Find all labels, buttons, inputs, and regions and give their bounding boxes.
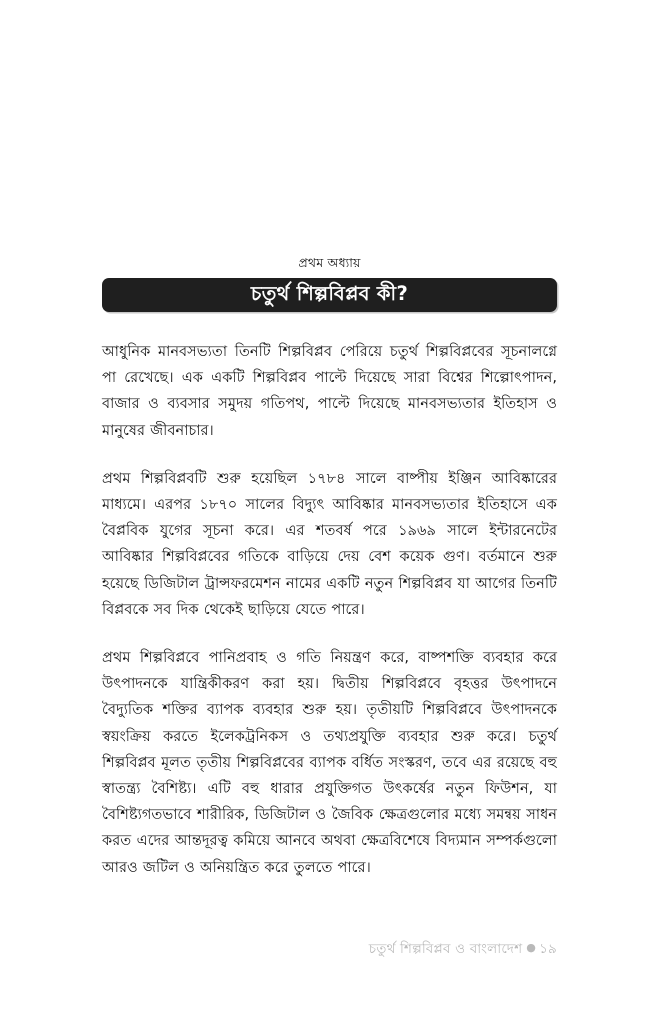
page-footer <box>102 941 557 959</box>
footer-separator-icon: ● <box>526 941 537 954</box>
body-paragraph: আধুনিক মানবসভ্যতা তিনটি শিল্পবিপ্লব পেরিয়ে চতুর্থ শিল্পবিপ্লবের সূচনালগ্নে পা রেখেছে। এক একটি শিল্পবিপ্লব পাল্টে দিয়েছে সারা বিশ্বের শিল্পোৎপাদন, বাজার ও ব্যবসার সমুদয় গতিপথ, পাল্টে দিয়েছে মানবসভ্যতার ইতিহাস ও মানুষের জীবনাচার। <box>102 343 557 439</box>
body-paragraph: প্রথম শিল্পবিপ্লবটি শুরু হয়েছিল ১৭৮৪ সালে বাষ্পীয় ইঞ্জিন আবিষ্কারের মাধ্যমে। এরপর ১৮৭০ সালের বিদ্যুৎ আবিষ্কার মানবসভ্যতার ইতিহাসে এক বৈপ্লবিক যুগের সূচনা করে। এর শতবর্ষ পরে ১৯৬৯ সালে ইন্টারনেটের আবিষ্কার শিল্পবিপ্লবের গতিকে বাড়িয়ে দেয় বেশ কয়েক গুণ। বর্তমানে শুরু হয়েছে ডিজিটাল ট্রান্সফরমেশন নামের একটি নতুন শিল্পবিপ্লব যা আগের তিনটি বিপ্লবকে সব দিক থেকেই ছাড়িয়ে যেতে পারে। <box>102 469 557 618</box>
chapter-title-bar <box>102 278 557 312</box>
footer-book-title: চতুর্থ শিল্পবিপ্লব ও বাংলাদেশ <box>368 941 523 957</box>
footer-page-number: ১৯ <box>539 941 557 957</box>
chapter-label: প্রথম অধ্যায় <box>298 255 361 270</box>
body-paragraph: প্রথম শিল্পবিপ্লবে পানিপ্রবাহ ও গতি নিয়ন্ত্রণ করে, বাষ্পশক্তি ব্যবহার করে উৎপাদনকে যান্ত্রিকীকরণ করা হয়। দ্বিতীয় শিল্পবিপ্লবে বৃহত্তর উৎপাদনে বৈদ্যুতিক শক্তির ব্যাপক ব্যবহার শুরু হয়। তৃতীয়টি শিল্পবিপ্লবে উৎপাদনকে স্বয়ংক্রিয় করতে ইলেকট্রনিকস ও তথ্যপ্রযুক্তি ব্যবহার শুরু করে। চতুর্থ শিল্পবিপ্লব মূলত তৃতীয় শিল্পবিপ্লবের ব্যাপক বর্ধিত সংস্করণ, তবে এর রয়েছে বহু স্বাতন্ত্র্য বৈশিষ্ট্য। এটি বহু ধারার প্রযুক্তিগত উৎকর্ষের নতুন ফিউশন, যা বৈশিষ্ট্যগতভাবে শারীরিক, ডিজিটাল ও জৈবিক ক্ষেত্রগুলোর মধ্যে সমন্বয় সাধন করত এদের আন্তদূরত্ব কমিয়ে আনবে অথবা ক্ষেত্রবিশেষে বিদ্যমান সম্পর্কগুলো আরও জটিল ও অনিয়ন্ত্রিত করে তুলতে পারে। <box>102 649 557 876</box>
content-column <box>102 255 557 881</box>
page-title: চতুর্থ শিল্পবিপ্লব কী? <box>250 282 409 306</box>
